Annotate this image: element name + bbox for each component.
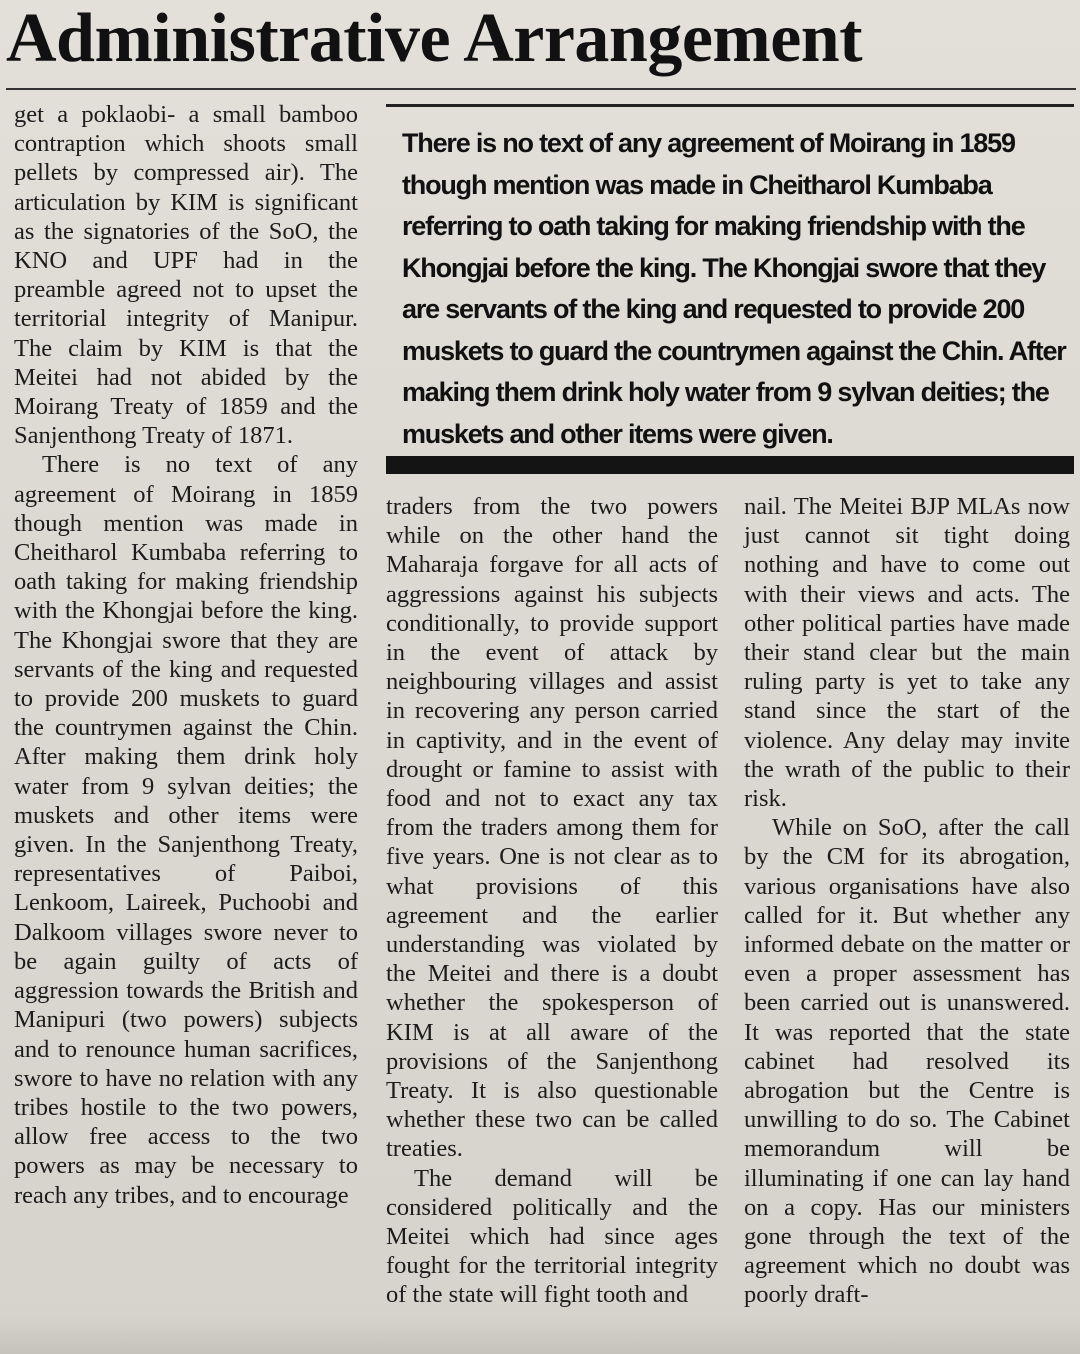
paragraph: traders from the two powers while on the other hand the Maharaja forgave for all acts of aggressions against his subjects conditionally, to provide support in the event of attack by neighbouring villages and assist in recovering any person carried in captivity, and in the event of drought or famine to assist with food and not to exact any tax from the traders among them for five years. One is not clear as to what provisions of this agreement and the earlier understanding was violated by the Meitei and there is a doubt whether the spokesperson of KIM is at all aware of the provisions of the Sanjenthong Treaty. It is also questionable whether these two can be called treaties. [386, 493, 718, 1163]
paragraph: While on SoO, after the call by the CM for its abrogation, various organisations have also called for it. But whether any informed debate on the matter or even a proper assessment has been carried out is unanswered. It was reported that the state cabinet had resolved its abrogation but the Centre is unwilling to do so. The Cabinet memorandum will be illuminating if one can lay hand on a copy. Has our ministers gone through the text of the agreement which no doubt was poorly draft- [744, 814, 1070, 1309]
headline: Administrative Arrangement [6, 0, 863, 77]
paragraph: There is no text of any agreement of Moirang in 1859 though mention was made in Cheitharol Kumbaba referring to oath taking for making friendship with the Khongjai before the king. The Khongjai swore that they are servants of the king and requested to provide 200 muskets to guard the countrymen against the Chin. After making them drink holy water from 9 sylvan deities; the muskets and other items were given. In the Sanjenthong Treaty, representatives of Paiboi, Lenkoom, Laireek, Puchoobi and Dalkoom villages swore never to be again guilty of acts of aggression towards the British and Manipuri (two powers) subjects and to renounce human sacrifices, swore to have no relation with any tribes hostile to the two powers, allow free access to the two powers as may be necessary to reach any tribes, and to encourage [14, 451, 358, 1209]
page-shadow [0, 1314, 1080, 1354]
article-column-3 [744, 492, 1070, 1310]
pull-quote-text: There is no text of any agreement of Moirang in 1859 though mention was made in Cheitharol Kumbaba referring to oath taking for making friendship with the Khongjai before the king. The Khongjai swore that they are servants of the king and requested to provide 200 muskets to guard the countrymen against the Chin. After making them drink holy water from 9 sylvan deities; the muskets and other items were given. [402, 128, 1066, 449]
paragraph: get a poklaobi- a small bamboo contraption which shoots small pellets by compressed air). The articulation by KIM is significant as the signatories of the SoO, the KNO and UPF had in the preamble agreed not to upset the territorial integrity of Manipur. The claim by KIM is that the Meitei had not abided by the Moirang Treaty of 1859 and the Sanjenthong Treaty of 1871. [14, 101, 358, 450]
article-column-1 [14, 100, 358, 1210]
pull-quote-rule [386, 104, 1074, 107]
pull-quote-bar [386, 456, 1074, 474]
headline-rule [6, 88, 1076, 90]
paragraph: The demand will be considered politically and the Meitei which had since ages fought for the territorial integrity of the state will fight tooth and [386, 1164, 718, 1309]
pull-quote [386, 104, 1074, 455]
article-column-2 [386, 492, 718, 1310]
paragraph: nail. The Meitei BJP MLAs now just cannot sit tight doing nothing and have to come out with their views and acts. The other political parties have made their stand clear but the main ruling party is yet to take any stand since the start of the violence. Any delay may invite the wrath of the public to their risk. [744, 493, 1070, 813]
